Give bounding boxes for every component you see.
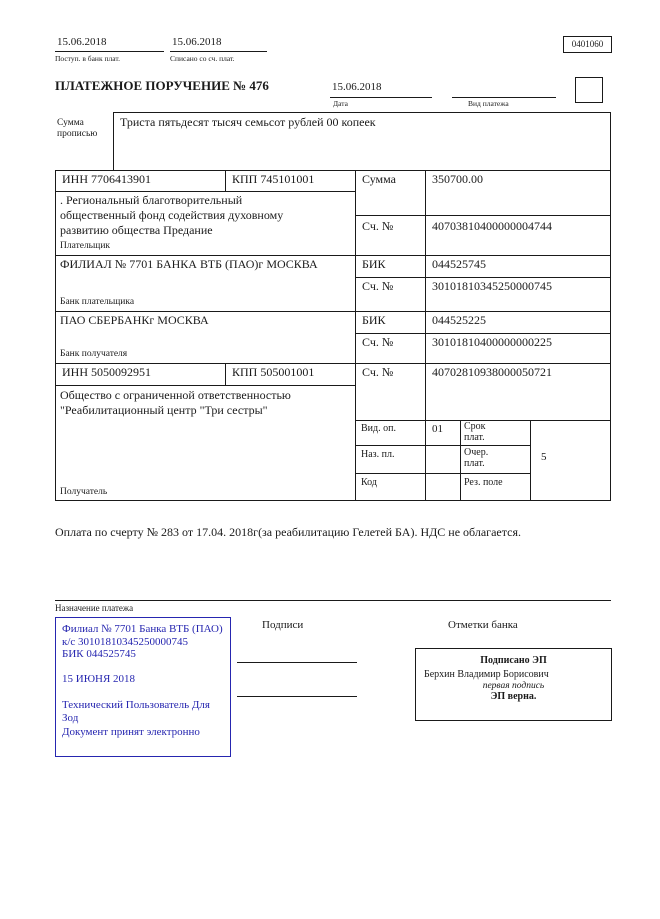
table-border-line <box>355 215 611 216</box>
bank-stamp-date: 15 ИЮНЯ 2018 <box>62 672 136 685</box>
bank-stamp-line: БИК 044525745 <box>62 648 136 660</box>
payee-bank-bik-label: БИК <box>362 313 386 327</box>
table-border-line <box>355 333 611 334</box>
payer-account: 40703810400000004744 <box>432 219 552 233</box>
amount-in-words-value: Триста пятьдесят тысяч семьсот рублей 00 копеек <box>120 115 376 129</box>
ep-stamp-note: первая подпись <box>482 681 545 691</box>
payment-type-label: Вид платежа <box>468 99 509 108</box>
bank-stamp-line: к/с 30101810345250000745 <box>62 635 189 648</box>
document-title: ПЛАТЕЖНОЕ ПОРУЧЕНИЕ № 476 <box>55 78 269 93</box>
payee-bank-account: 30101810400000000225 <box>432 335 552 349</box>
amount-label: Сумма <box>362 172 396 186</box>
date-received-underline <box>55 51 164 52</box>
payer-bank-name: ФИЛИАЛ № 7701 БАНКА ВТБ (ПАО)г МОСКВА <box>60 257 318 271</box>
payer-inn: ИНН 7706413901 <box>62 172 151 186</box>
table-border-line <box>113 112 114 170</box>
bank-marks-label: Отметки банка <box>448 619 518 631</box>
table-border-line <box>355 170 356 500</box>
payer-bank-account-label: Сч. № <box>362 279 394 293</box>
ocher-plat-value: 5 <box>541 451 547 463</box>
document-date-label: Дата <box>333 99 348 108</box>
document-date-underline <box>330 97 432 98</box>
date-debited-value: 15.06.2018 <box>172 36 222 48</box>
bank-stamp-user: Технический Пользователь Для Зод <box>62 699 210 724</box>
table-border-line <box>55 255 611 256</box>
payee-account-label: Сч. № <box>362 365 394 379</box>
srok-plat-label: Срок плат. <box>464 421 486 443</box>
form-code-box <box>563 36 612 53</box>
table-border-line <box>225 170 226 191</box>
naz-pl-label: Наз. пл. <box>361 449 395 460</box>
signature-line <box>237 662 357 663</box>
kod-label: Код <box>361 477 377 488</box>
payer-account-label: Сч. № <box>362 219 394 233</box>
form-code: 0401060 <box>571 39 604 49</box>
table-border-line <box>610 112 611 500</box>
payer-bank-bik-label: БИК <box>362 257 386 271</box>
date-received-label: Поступ. в банк плат. <box>55 54 120 63</box>
rez-pole-label: Рез. поле <box>464 477 503 488</box>
electronic-signature-stamp <box>415 648 612 721</box>
table-border-line <box>460 420 461 500</box>
bank-stamp-line: Филиал № 7701 Банка ВТБ (ПАО) <box>62 623 223 635</box>
vid-op-value: 01 <box>432 423 443 435</box>
table-border-line <box>55 311 611 312</box>
table-border-line <box>55 500 611 501</box>
vid-op-label: Вид. оп. <box>361 423 396 434</box>
payer-bank-bik: 044525745 <box>432 257 486 271</box>
table-border-line <box>355 277 611 278</box>
payer-bank-account: 30101810345250000745 <box>432 279 552 293</box>
payee-bank-account-label: Сч. № <box>362 335 394 349</box>
document-date-value: 15.06.2018 <box>332 81 382 93</box>
table-border-line <box>355 445 530 446</box>
table-border-line <box>425 170 426 500</box>
table-border-line <box>225 363 226 385</box>
ep-stamp-verified: ЭП верна. <box>490 691 537 702</box>
ep-stamp-title: Подписано ЭП <box>480 655 547 666</box>
signatures-label: Подписи <box>262 619 304 631</box>
payment-type-underline <box>452 97 556 98</box>
ocher-plat-label: Очер. плат. <box>464 447 489 469</box>
table-border-line <box>55 363 611 364</box>
payer-bank-stamp <box>55 617 231 757</box>
payer-name: . Региональный благотворительный общественный фонд содействия духовному развитию общества Предание <box>60 193 284 237</box>
payee-kpp: КПП 505001001 <box>232 365 315 379</box>
payer-bank-section-label: Банк плательщика <box>60 297 135 307</box>
table-border-line <box>55 170 56 500</box>
purpose-text: Оплата по счерту № 283 от 17.04. 2018г(за реабилитацию Гелетей БА). НДС не облагается. <box>55 525 521 539</box>
table-border-line <box>55 385 355 386</box>
table-border-line <box>530 420 531 500</box>
table-border-line <box>55 170 611 171</box>
purpose-underline <box>55 600 611 601</box>
amount-in-words-label: Сумма прописью <box>57 118 98 139</box>
signature-line <box>237 696 357 697</box>
bank-stamp-note: Документ принят электронно <box>62 726 200 738</box>
payee-bank-section-label: Банк получателя <box>60 349 128 359</box>
date-debited-underline <box>170 51 267 52</box>
payee-bank-bik: 044525225 <box>432 313 486 327</box>
payer-kpp: КПП 745101001 <box>232 172 315 186</box>
status-code-box <box>575 77 603 103</box>
payee-section-label: Получатель <box>60 487 108 497</box>
payee-account: 40702810938000050721 <box>432 365 552 379</box>
payee-name: Общество с ограниченной ответственностью "Реабилитационный центр "Три сестры" <box>60 388 291 417</box>
date-debited-label: Списано со сч. плат. <box>170 54 235 63</box>
payee-bank-name: ПАО СБЕРБАНКг МОСКВА <box>60 313 209 327</box>
table-border-line <box>55 191 355 192</box>
table-border-line <box>355 473 530 474</box>
table-border-line <box>113 112 611 113</box>
payer-section-label: Плательщик <box>60 241 111 251</box>
payee-inn: ИНН 5050092951 <box>62 365 151 379</box>
date-received-value: 15.06.2018 <box>57 36 107 48</box>
purpose-label: Назначение платежа <box>55 603 134 613</box>
amount-value: 350700.00 <box>432 172 483 186</box>
ep-stamp-signer-name: Берхин Владимир Борисович <box>424 669 549 680</box>
